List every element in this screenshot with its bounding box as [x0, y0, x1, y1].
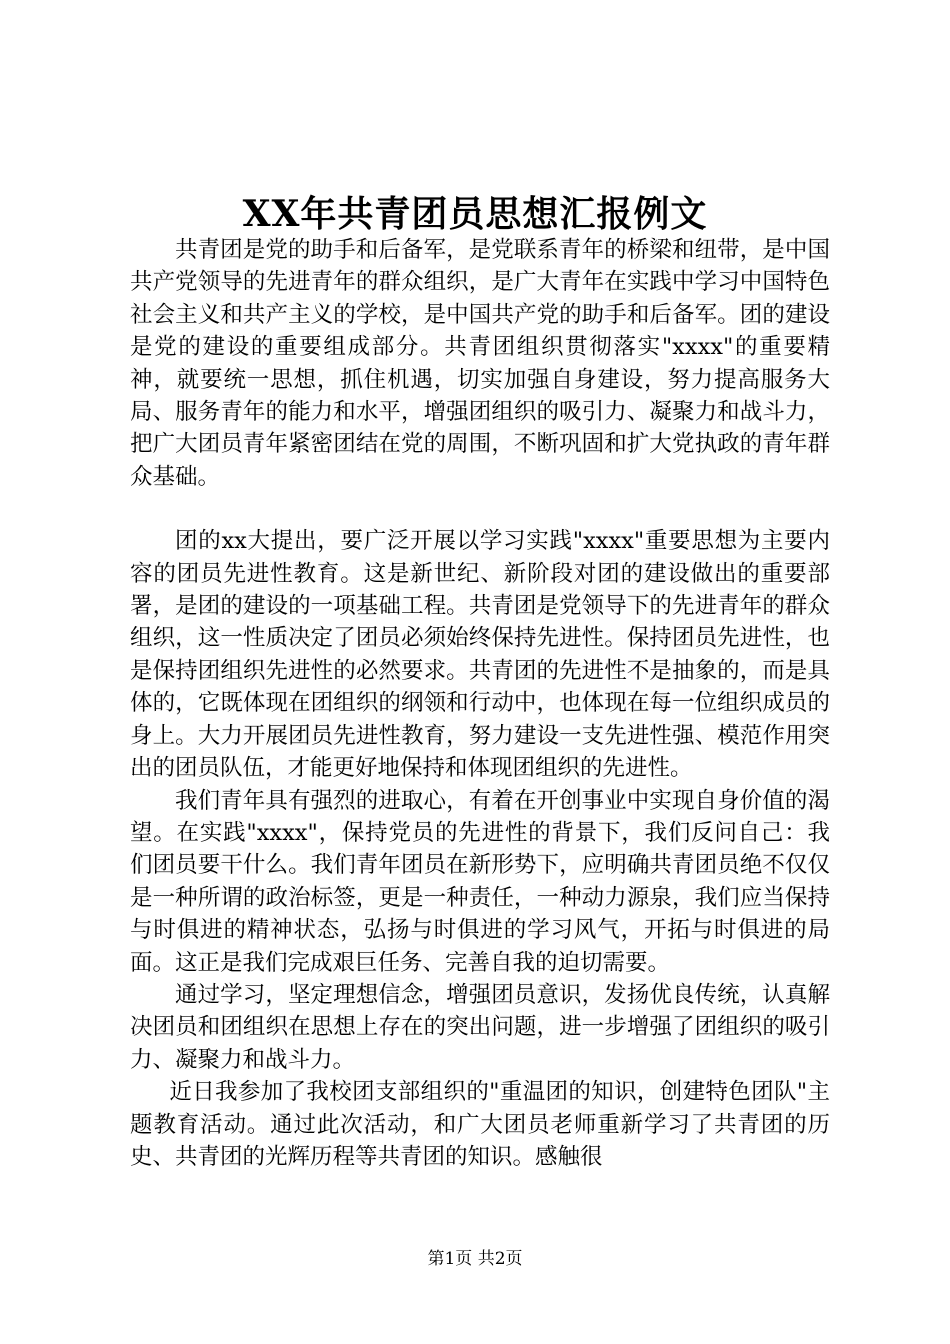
document-title: XX年共青团员思想汇报例文 — [242, 193, 708, 235]
document-body — [130, 234, 830, 1173]
paragraph: 近日我参加了我校团支部组织的"重温团的知识，创建特色团队"主题教育活动。通过此次活动，和广大团员老师重新学习了共青团的历史、共青团的光辉历程等共青团的知识。感触很 — [130, 1079, 830, 1170]
paragraph: 团的xx大提出，要广泛开展以学习实践"xxxx"重要思想为主要内容的团员先进性教育。这是新世纪、新阶段对团的建设做出的重要部署，是团的建设的一项基础工程。共青团是党领导下的先进青年的群众组织，这一性质决定了团员必须始终保持先进性。保持团员先进性，也是保持团组织先进性的必然要求。共青团的先进性不是抽象的，而是具体的，它既体现在团组织的纲领和行动中，也体现在每一位组织成员的身上。大力开展团员先进性教育，努力建设一支先进性强、模范作用突出的团员队伍，才能更好地保持和体现团组织的先进性。 — [130, 528, 830, 782]
page-number-footer: 第1页 共2页 — [427, 1249, 523, 1269]
paragraph: 我们青年具有强烈的进取心，有着在开创事业中实现自身价值的渴望。在实践"xxxx"，保持党员的先进性的背景下，我们反问自己：我们团员要干什么。我们青年团员在新形势下，应明确共青团员绝不仅仅是一种所谓的政治标签，更是一种责任，一种动力源泉，我们应当保持与时俱进的精神状态，弘扬与时俱进的学习风气，开拓与时俱进的局面。这正是我们完成艰巨任务、完善自我的迫切需要。 — [130, 787, 830, 976]
paragraph: 共青团是党的助手和后备军，是党联系青年的桥梁和纽带，是中国共产党领导的先进青年的群众组织，是广大青年在实践中学习中国特色社会主义和共产主义的学校，是中国共产党的助手和后备军。团的建设是党的建设的重要组成部分。共青团组织贯彻落实"xxxx"的重要精神，就要统一思想，抓住机遇，切实加强自身建设，努力提高服务大局、服务青年的能力和水平，增强团组织的吸引力、凝聚力和战斗力，把广大团员青年紧密团结在党的周围，不断巩固和扩大党执政的青年群众基础。 — [130, 237, 830, 490]
paragraph: 通过学习，坚定理想信念，增强团员意识，发扬优良传统，认真解决团员和团组织在思想上存在的突出问题，进一步增强了团组织的吸引力、凝聚力和战斗力。 — [130, 981, 830, 1073]
